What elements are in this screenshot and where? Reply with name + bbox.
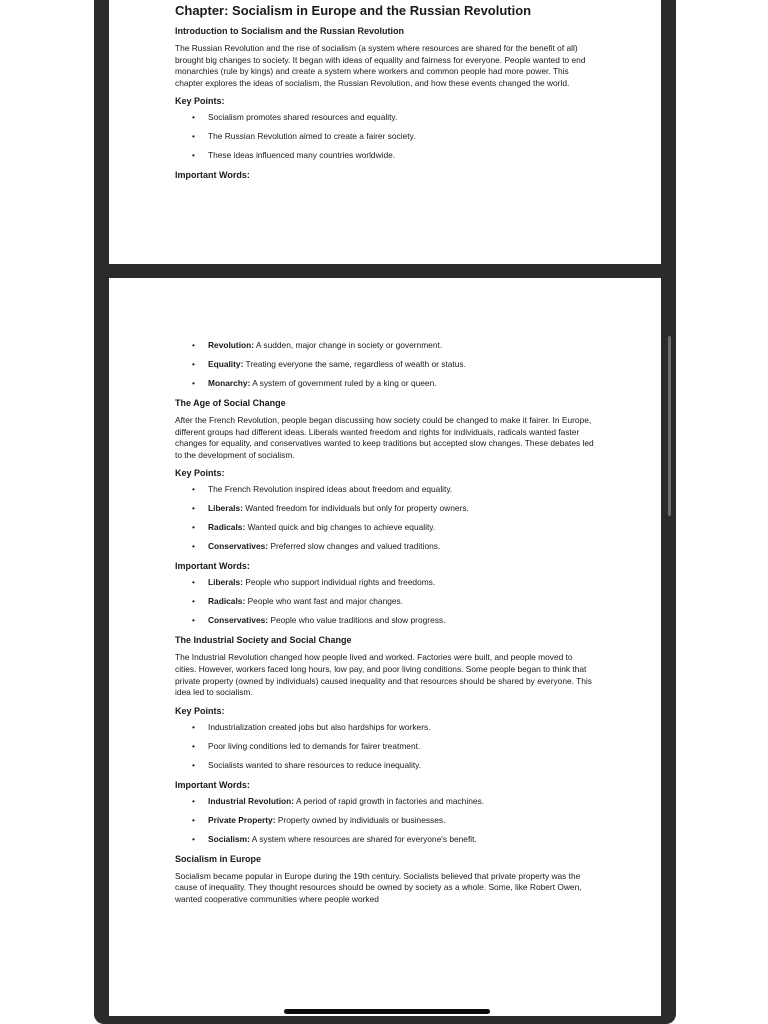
important-words-list	[175, 577, 595, 626]
definition: A sudden, major change in society or government.	[254, 340, 443, 350]
chapter-title: Chapter: Socialism in Europe and the Russian Revolution	[175, 3, 532, 18]
list-item	[175, 834, 595, 845]
list-item	[175, 596, 595, 607]
term: Equality:	[208, 359, 244, 369]
bullet-icon: •	[192, 795, 195, 806]
term: Revolution:	[208, 340, 255, 350]
term: Socialism:	[208, 833, 250, 844]
list-item	[175, 522, 595, 533]
definition: Wanted quick and big changes to achieve equality.	[245, 522, 436, 533]
term: Private Property:	[208, 814, 276, 825]
bullet-icon: •	[192, 112, 195, 123]
list-item-text: The Russian Revolution aimed to create a fairer society.	[208, 131, 416, 142]
term: Liberals:	[208, 577, 243, 588]
list-item	[175, 577, 595, 588]
section-paragraph: The Industrial Revolution changed how people lived and worked. Factories were built, and people moved to cities. However, workers faced long hours, low pay, and poor living conditions. Some people began to think that private property (owned by individuals) caused inequality and that resources should be shared by everyone. This idea led to socialism.	[175, 652, 592, 698]
section-heading-age-of-social-change: The Age of Social Change	[175, 398, 286, 408]
document-page-2	[109, 278, 661, 1016]
list-item	[175, 722, 595, 733]
list-item	[175, 503, 595, 514]
list-item	[175, 615, 595, 626]
definition: People who want fast and major changes.	[245, 596, 404, 607]
definition: Property owned by individuals or businesses.	[275, 814, 446, 825]
term: Radicals:	[208, 522, 246, 533]
important-words-heading: Important Words:	[175, 779, 250, 790]
bullet-icon: •	[192, 541, 195, 552]
term: Conservatives:	[208, 615, 269, 626]
vertical-scrollbar[interactable]	[668, 336, 671, 516]
important-words-heading: Important Words:	[175, 170, 250, 181]
list-item-text: These ideas influenced many countries worldwide.	[208, 150, 396, 161]
bullet-icon: •	[192, 740, 195, 751]
list-item	[175, 150, 595, 161]
section-paragraph: Socialism became popular in Europe during the 19th century. Socialists believed that private property was the cause of inequality. They thought resources should be owned by society as a whole. Some, like Robert Owen, wanted cooperative communities where people worked	[175, 870, 582, 904]
list-item-text: Poor living conditions led to demands for fairer treatment.	[208, 740, 421, 751]
section-paragraph: After the French Revolution, people began discussing how society could be changed to make it fairer. In Europe, different groups had different ideas. Liberals wanted freedom and rights for individuals, radicals wanted faster changes for equality, and conservatives wanted to keep traditions but accepted slow changes. These debates led to the development of socialism.	[175, 415, 594, 460]
list-item-text: Socialism promotes shared resources and equality.	[208, 112, 398, 123]
term: Radicals:	[208, 596, 246, 607]
list-item	[175, 741, 595, 752]
list-item	[175, 359, 595, 370]
list-item	[175, 796, 595, 807]
definition: Wanted freedom for individuals but only for property owners.	[242, 503, 469, 514]
definition: A system of government ruled by a king or queen.	[250, 378, 437, 388]
home-indicator[interactable]	[284, 1009, 490, 1014]
intro-paragraph: The Russian Revolution and the rise of socialism (a system where resources are shared for the benefit of all) brought big changes to society. It began with ideas of equality and fairness for everyone. People wanted to end monarchies (rule by kings) and create a system where workers and common people had more power. This chapter explores the ideas of socialism, the Russian Revolution, and how these events changed the world.	[175, 43, 586, 88]
bullet-icon: •	[192, 131, 195, 142]
bullet-icon: •	[192, 615, 195, 626]
section-heading-socialism-in-europe: Socialism in Europe	[175, 853, 262, 864]
list-item	[175, 340, 595, 351]
bullet-icon: •	[192, 814, 195, 825]
key-points-heading: Key Points:	[175, 705, 225, 716]
list-item-text: The French Revolution inspired ideas about freedom and equality.	[208, 484, 453, 495]
bullet-icon: •	[192, 340, 195, 350]
key-points-heading: Key Points:	[175, 96, 225, 107]
list-item	[175, 378, 595, 389]
list-item	[175, 131, 595, 142]
important-words-list	[175, 340, 595, 389]
bullet-icon: •	[192, 596, 195, 607]
bullet-icon: •	[192, 759, 195, 770]
definition: People who support individual rights and freedoms.	[242, 577, 436, 588]
document-page-1	[109, 0, 661, 264]
bullet-icon: •	[192, 484, 195, 495]
list-item	[175, 815, 595, 826]
intro-heading: Introduction to Socialism and the Russian Revolution	[175, 26, 405, 36]
key-points-list	[175, 722, 595, 771]
list-item	[175, 541, 595, 552]
bullet-icon: •	[192, 503, 195, 514]
list-item	[175, 760, 595, 771]
bullet-icon: •	[192, 522, 195, 533]
key-points-list	[175, 112, 595, 161]
term: Industrial Revolution:	[208, 795, 295, 806]
key-points-list	[175, 484, 595, 552]
list-item	[175, 112, 595, 123]
term: Monarchy:	[208, 378, 251, 388]
bullet-icon: •	[192, 833, 195, 844]
definition: People who value traditions and slow progress.	[268, 615, 446, 626]
bullet-icon: •	[192, 359, 195, 369]
term: Conservatives:	[208, 541, 269, 552]
bullet-icon: •	[192, 577, 195, 588]
definition: Treating everyone the same, regardless of wealth or status.	[243, 359, 466, 369]
definition: A system where resources are shared for everyone's benefit.	[249, 833, 477, 844]
document-viewer	[94, 0, 676, 1024]
list-item-text: Industrialization created jobs but also hardships for workers.	[208, 721, 431, 732]
bullet-icon: •	[192, 150, 195, 161]
section-heading-industrial-society: The Industrial Society and Social Change	[175, 635, 352, 646]
term: Liberals:	[208, 503, 243, 514]
definition: A period of rapid growth in factories and machines.	[294, 795, 485, 806]
important-words-heading: Important Words:	[175, 561, 250, 572]
definition: Preferred slow changes and valued traditions.	[268, 541, 441, 552]
list-item-text: Socialists wanted to share resources to reduce inequality.	[208, 759, 422, 770]
important-words-list	[175, 796, 595, 845]
page-2-content	[175, 340, 595, 912]
page-1-content	[175, 3, 595, 186]
key-points-heading: Key Points:	[175, 468, 225, 479]
bullet-icon: •	[192, 378, 195, 388]
bullet-icon: •	[192, 721, 195, 732]
list-item	[175, 484, 595, 495]
